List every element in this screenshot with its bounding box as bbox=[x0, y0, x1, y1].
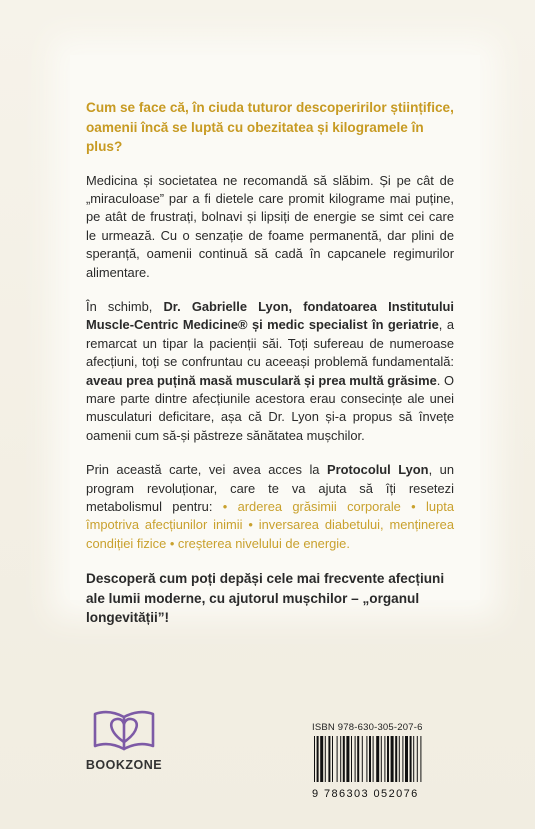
barcode-bar bbox=[325, 736, 326, 782]
barcode-bar bbox=[410, 736, 412, 782]
barcode-bar bbox=[328, 736, 330, 782]
paragraph-author bbox=[86, 298, 454, 445]
barcode-bars bbox=[312, 736, 458, 782]
paragraph-protocol-lead: Prin această carte, vei avea acces la bbox=[86, 462, 327, 478]
barcode-bar bbox=[337, 736, 338, 782]
barcode-bar bbox=[373, 736, 374, 782]
barcode-bar bbox=[369, 736, 371, 782]
headline-question: Cum se face că, în ciuda tuturor descoperirilor științifice, oamenii încă se luptă cu obezitatea și kilogramele în plus? bbox=[86, 100, 454, 154]
barcode-bar bbox=[420, 736, 421, 782]
paragraph-protocol-middle: , un program revoluționar, care te va ajuta să îți resetezi metabolismul pentru: bbox=[86, 462, 454, 514]
isbn-number: ISBN 978-630-305-207-6 bbox=[312, 722, 423, 733]
author-name: Dr. Gabrielle Lyon, fondatoarea Institutului Muscle-Centric Medicine® și medic specialist în geriatrie bbox=[86, 298, 455, 333]
book-heart-icon bbox=[91, 706, 157, 754]
barcode-bar bbox=[355, 736, 356, 782]
barcode-bar bbox=[317, 736, 319, 782]
barcode-bar bbox=[376, 736, 379, 782]
barcode-bar bbox=[413, 736, 414, 782]
core-problem: aveau prea puțină masă musculară și prea multă grăsime bbox=[86, 372, 437, 388]
protocol-name: Protocolul Lyon bbox=[327, 462, 429, 478]
barcode-bar bbox=[351, 736, 352, 782]
barcode-bar bbox=[332, 736, 333, 782]
cover-text bbox=[86, 98, 454, 644]
barcode-bar bbox=[417, 736, 418, 782]
closing-statement: Descoperă cum poți depăși cele mai frecvente afecțiuni ale lumii moderne, cu ajutorul mușchilor – „organul longevității”! bbox=[86, 571, 445, 626]
publisher-logo bbox=[84, 706, 164, 772]
paragraph-intro: Medicina și societatea ne recomandă să slăbim. Și pe cât de „miraculoase” par a fi dietele care promit kilograme mai puține, pe atât de frustrați, bolnavi și lipsiți de energie se simt cei care le urmează. Cu o senzație de foame permanentă, dar plini de speranță, oamenii continuă să cadă în capcanele regimurilor alimentare. bbox=[86, 172, 454, 280]
benefits-list: • arderea grăsimii corporale • lupta împotriva afecțiunilor inimii • inversarea diabetului, menținerea condiției fizice • creșterea nivelului de energie. bbox=[86, 499, 454, 551]
barcode-bar bbox=[381, 736, 382, 782]
paragraph-author-middle: , a remarcat un tipar la pacienții săi. Toți sufereau de numeroase afecțiuni, toți se confruntau cu aceeași problemă fundamentală: bbox=[86, 317, 454, 370]
barcode-bar bbox=[362, 736, 363, 782]
barcode-bar bbox=[366, 736, 367, 782]
barcode-bar bbox=[387, 736, 389, 782]
barcode-bar bbox=[384, 736, 385, 782]
barcode-bar bbox=[343, 736, 345, 782]
barcode-bar bbox=[399, 736, 400, 782]
paragraph-protocol bbox=[86, 461, 454, 553]
barcode-bar bbox=[320, 736, 323, 782]
barcode-bar bbox=[395, 736, 397, 782]
barcode-bar bbox=[402, 736, 403, 782]
paragraph-author-rest: . O mare parte dintre afecțiunile acestora erau consecințe ale unei musculaturi deficitare, așa că Dr. Lyon și-a propus să învețe oamenii cum să-și păstreze sănătatea mușchilor. bbox=[86, 372, 454, 443]
barcode-bar bbox=[405, 736, 408, 782]
isbn-barcode bbox=[312, 722, 458, 800]
publisher-name: BOOKZONE bbox=[85, 758, 163, 772]
paragraph-author-lead: În schimb, bbox=[86, 298, 164, 314]
barcode-bar bbox=[357, 736, 359, 782]
barcode-bar bbox=[391, 736, 394, 782]
barcode-digits: 9 786303 052076 bbox=[312, 788, 419, 800]
barcode-bar bbox=[346, 736, 349, 782]
barcode-bar bbox=[340, 736, 341, 782]
barcode-bar bbox=[314, 736, 315, 782]
